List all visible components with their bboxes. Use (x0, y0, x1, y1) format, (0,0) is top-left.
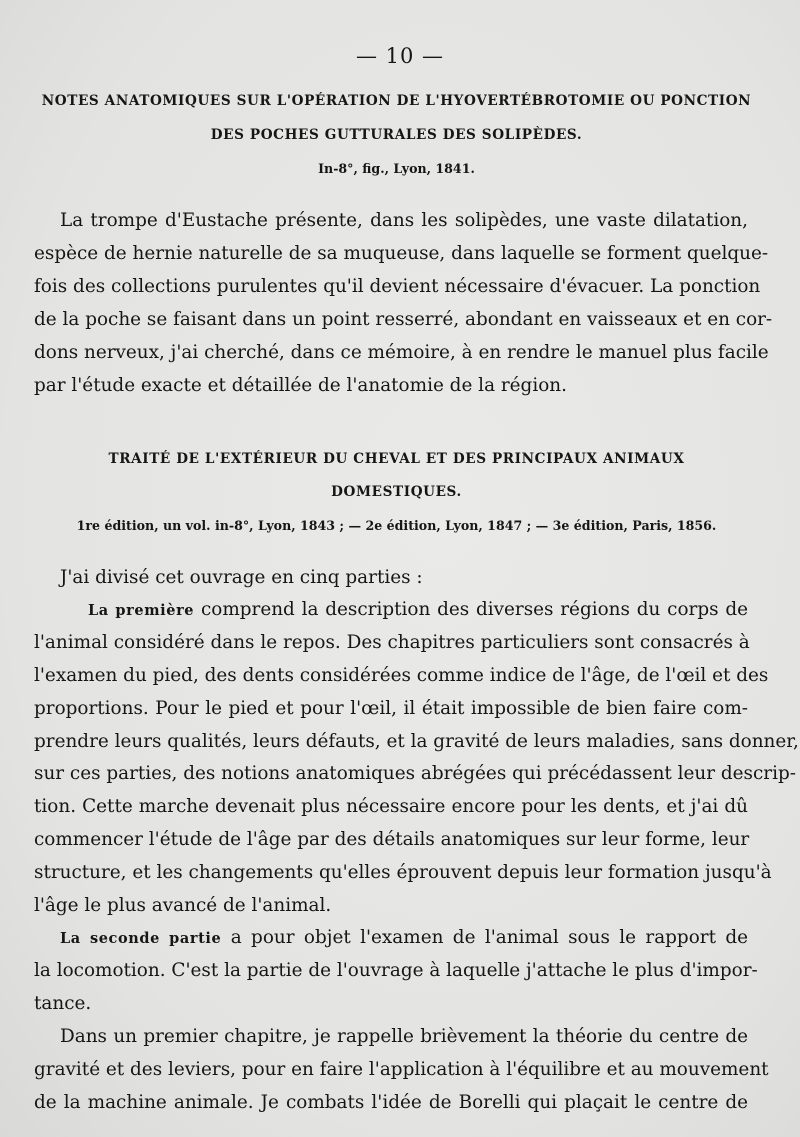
section2-para1-line: l'animal considéré dans le repos. Des chapitres particuliers sont consacrés à (34, 632, 750, 653)
section2-para3-line: de la machine animale. Je combats l'idée de Borelli qui plaçait le centre de (34, 1092, 748, 1113)
section2-para2-line: la locomotion. C'est la partie de l'ouvrage à laquelle j'attache le plus d'impor- (34, 960, 758, 981)
section1-body-line: espèce de hernie naturelle de sa muqueuse, dans laquelle se forment quelque- (34, 243, 769, 264)
para-text: comprend la description des diverses régions du corps de (194, 599, 748, 620)
section2-para1-line: l'âge le plus avancé de l'animal. (34, 895, 332, 916)
smallcaps-lead: La première (88, 602, 195, 619)
section1-title-line2: DES POCHES GUTTURALES DES SOLIPÈDES. (210, 127, 583, 143)
smallcaps-lead: La seconde partie (60, 930, 222, 947)
section2-para1-line: l'examen du pied, des dents considérées comme indice de l'âge, de l'œil et des (34, 665, 769, 686)
section2-para1-line: prendre leurs qualités, leurs défauts, et la gravité de leurs maladies, sans donner, (34, 731, 799, 752)
page-number: — 10 — (355, 44, 445, 68)
section2-intro: J'ai divisé cet ouvrage en cinq parties : (60, 567, 423, 588)
section2-title-line2: DOMESTIQUES. (331, 484, 462, 500)
section2-para1-line: structure, et les changements qu'elles éprouvent depuis leur formation jusqu'à (34, 862, 772, 883)
section1-body-line: par l'étude exacte et détaillée de l'anatomie de la région. (34, 375, 567, 396)
section2-para1-line: sur ces parties, des notions anatomiques abrégées qui précédassent leur descrip- (34, 763, 796, 784)
section1-body-line: dons nerveux, j'ai cherché, dans ce mémoire, à en rendre le manuel plus facile (34, 342, 769, 363)
section2-pub-info: 1re édition, un vol. in-8°, Lyon, 1843 ; — 2e édition, Lyon, 1847 ; — 3e édition, Paris, 1856. (76, 518, 717, 533)
section1-pub-info: In-8°, fig., Lyon, 1841. (318, 161, 475, 176)
section2-para2-first-line (60, 929, 748, 947)
section2-para2-line: tance. (34, 993, 92, 1014)
section1-body-line: de la poche se faisant dans un point resserré, abondant en vaisseaux et en cor- (34, 309, 773, 330)
section2-para1-line: commencer l'étude de l'âge par des détails anatomiques sur leur forme, leur (34, 829, 750, 850)
section1-title-line1: NOTES ANATOMIQUES SUR L'OPÉRATION DE L'HYOVERTÉBROTOMIE OU PONCTION (41, 93, 752, 109)
section2-para1-first-line (88, 601, 748, 619)
section1-body-line: fois des collections purulentes qu'il devient nécessaire d'évacuer. La ponction (34, 276, 761, 297)
section1-body-line: La trompe d'Eustache présente, dans les solipèdes, une vaste dilatation, (60, 210, 748, 231)
para-text: a pour objet l'examen de l'animal sous le rapport de (221, 927, 748, 948)
section2-para1-line: tion. Cette marche devenait plus nécessaire encore pour les dents, et j'ai dû (34, 796, 748, 817)
section2-para3-line: Dans un premier chapitre, je rappelle brièvement la théorie du centre de (60, 1026, 748, 1047)
section2-title-line1: TRAITÉ DE L'EXTÉRIEUR DU CHEVAL ET DES PRINCIPAUX ANIMAUX (108, 451, 685, 467)
section2-para1-line: proportions. Pour le pied et pour l'œil, il était impossible de bien faire com- (34, 698, 748, 719)
section2-para3-line: gravité et des leviers, pour en faire l'application à l'équilibre et au mouvement (34, 1059, 769, 1080)
